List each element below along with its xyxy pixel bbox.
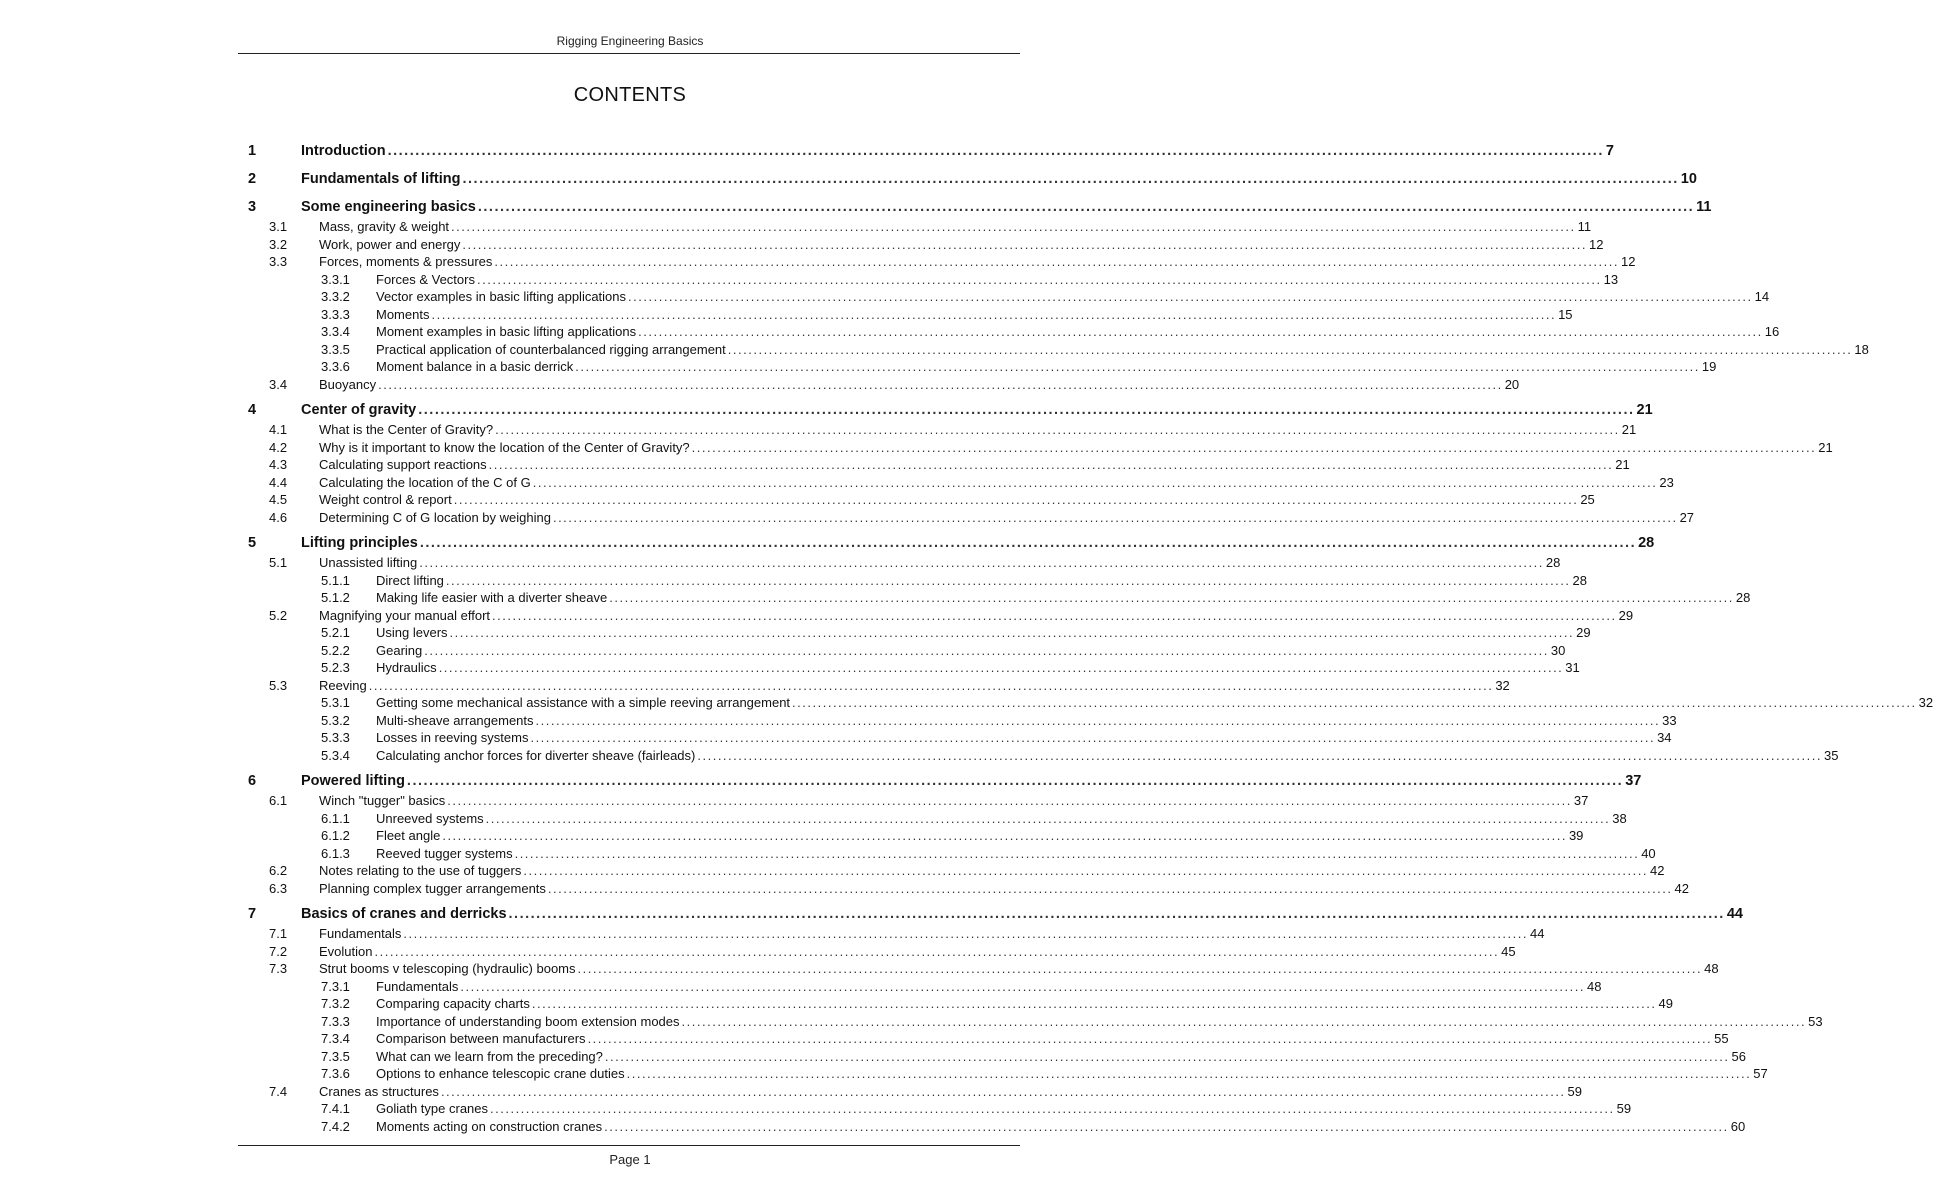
toc-dot-leader: ............................................................................................................................................................................................................................ [604,1048,1730,1064]
toc-dot-leader: ............................................................................................................................................................................................................................ [531,996,1657,1011]
toc-entry-page: 11 [1577,219,1592,234]
toc-dot-leader: ............................................................................................................................................................................................................................ [697,747,1822,763]
toc-entry-number: 4.5 [269,492,288,507]
toc-dot-leader: ............................................................................................................................................................................................................................ [419,555,1544,570]
toc-entry-number: 6.2 [269,863,288,878]
toc-entry-number: 6.1.3 [321,845,350,861]
toc-entry-number: 4.1 [269,422,288,437]
toc-entry[interactable] [248,171,1697,191]
toc-entry-number: 5.2.1 [321,625,350,640]
toc-entry-title: Weight control & report [319,492,452,507]
toc-entry-page: 11 [1696,199,1712,215]
toc-entry-number: 7.2 [269,943,288,959]
toc-entry-number: 7.3.4 [321,1031,350,1046]
toc-entry-number: 3.3.3 [321,306,350,322]
toc-entry-number: 4.4 [269,474,288,490]
toc-entry[interactable] [248,712,1677,731]
toc-entry-title: Getting some mechanical assistance with a simple reeving arrangement [376,695,791,710]
toc-entry-title: Introduction [301,143,386,159]
toc-entry-title: Fundamentals of lifting [301,171,461,187]
toc-entry-page: 27 [1679,509,1695,525]
toc-entry-number: 3.3.4 [321,324,350,339]
toc-entry-title: Hydraulics [376,660,437,675]
toc-entry-title: Losses in reeving systems [376,730,529,745]
toc-entry-number: 5.1 [269,555,288,570]
toc-entry-number: 7.1 [269,926,288,941]
toc-entry-page: 34 [1657,730,1672,745]
toc-entry-number: 3.2 [269,236,288,252]
toc-entry-number: 7.3.1 [321,978,350,994]
toc-entry-number: 5.2.2 [321,642,350,658]
toc-dot-leader: ............................................................................................................................................................................................................................ [447,793,1572,808]
toc-entry[interactable] [248,625,1591,643]
toc-entry-number: 5.2 [269,607,288,623]
toc-entry[interactable] [248,880,1689,899]
toc-dot-leader: ............................................................................................................................................................................................................................ [451,219,1576,234]
toc-entry-number: 7.3 [269,961,288,976]
toc-entry-page: 21 [1636,402,1653,418]
toc-entry-number: 4.3 [269,457,288,472]
toc-entry-number: 7.3.6 [321,1066,350,1081]
toc-dot-leader: ............................................................................................................................................................................................................................ [577,961,1703,976]
toc-entry-title: Comparison between manufacturers [376,1031,586,1046]
toc-entry[interactable] [248,492,1595,510]
toc-entry[interactable] [248,402,1653,422]
toc-entry-title: Center of gravity [301,402,417,418]
toc-entry-title: Goliath type cranes [376,1101,489,1116]
toc-entry-title: Winch "tugger" basics [319,793,446,808]
toc-entry-number: 6.3 [269,880,288,896]
toc-entry-page: 48 [1704,961,1719,976]
toc-entry[interactable] [248,677,1510,696]
toc-entry[interactable] [248,961,1719,979]
toc-dot-leader: ............................................................................................................................................................................................................................ [681,1013,1807,1029]
toc-entry[interactable] [248,306,1573,325]
toc-entry-number: 7.4.1 [321,1101,350,1116]
toc-dot-leader: ............................................................................................................................................................................................................................ [368,677,1494,693]
toc-entry-page: 30 [1550,642,1566,658]
toc-entry[interactable] [248,590,1751,608]
toc-entry[interactable] [248,555,1561,573]
toc-entry-title: Fundamentals [319,926,402,941]
toc-entry-title: Unreeved systems [376,810,484,826]
toc-entry-number: 6.1 [269,793,288,808]
toc-dot-leader: ............................................................................................................................................................................................................................ [438,660,1564,675]
toc-entry[interactable] [248,863,1665,881]
toc-entry-number: 5.3.2 [321,712,350,728]
toc-entry-title: Buoyancy [319,376,377,392]
toc-entry-page: 21 [1621,422,1637,437]
toc-entry[interactable] [248,996,1673,1014]
running-header: Rigging Engineering Basics [556,34,704,48]
toc-entry-page: 19 [1701,359,1717,374]
toc-entry-number: 3.3.1 [321,271,350,287]
toc-entry-title: Notes relating to the use of tuggers [319,863,522,878]
toc-entry[interactable] [248,359,1717,377]
toc-dot-leader: ............................................................................................................................................................................................................................ [477,199,1695,215]
toc-entry-page: 44 [1530,926,1545,941]
toc-dot-leader: ............................................................................................................................................................................................................................ [604,1118,1729,1134]
toc-entry-number: 4 [248,402,257,418]
toc-entry[interactable] [248,978,1602,997]
toc-entry-page: 55 [1714,1031,1729,1046]
toc-entry-title: What can we learn from the preceding? [376,1048,603,1064]
toc-entry[interactable] [248,236,1604,255]
toc-dot-leader: ............................................................................................................................................................................................................................ [691,439,1817,455]
toc-entry[interactable] [248,341,1869,360]
toc-entry[interactable] [248,943,1516,962]
toc-entry-page: 7 [1605,143,1614,159]
toc-entry[interactable] [248,474,1674,493]
toc-entry-number: 7.4 [269,1083,288,1099]
toc-entry-number: 1 [248,143,257,159]
toc-entry[interactable] [248,660,1580,678]
toc-entry-page: 14 [1754,289,1770,304]
toc-entry[interactable] [248,219,1592,237]
toc-dot-leader: ............................................................................................................................................................................................................................ [387,143,1604,159]
toc-entry[interactable] [248,457,1630,475]
toc-entry[interactable] [248,747,1839,766]
toc-entry-number: 5.3.4 [321,747,350,763]
toc-entry-title: Magnifying your manual effort [319,607,491,623]
toc-entry[interactable] [248,906,1743,926]
toc-entry-page: 53 [1808,1013,1823,1029]
toc-entry[interactable] [248,289,1770,307]
toc-dot-leader: ............................................................................................................................................................................................................................ [445,572,1571,588]
toc-entry-page: 16 [1764,324,1780,339]
toc-entry-title: Importance of understanding boom extension modes [376,1013,680,1029]
toc-entry-number: 5.2.3 [321,660,350,675]
toc-dot-leader: ............................................................................................................................................................................................................................ [530,730,1656,745]
toc-dot-leader: ............................................................................................................................................................................................................................ [424,642,1549,658]
toc-entry-page: 35 [1823,747,1839,763]
toc-entry-page: 40 [1641,845,1656,861]
toc-entry[interactable] [248,376,1520,395]
toc-dot-leader: ............................................................................................................................................................................................................................ [626,1066,1752,1081]
toc-entry-page: 29 [1576,625,1591,640]
toc-entry-page: 59 [1567,1083,1583,1099]
toc-entry-page: 21 [1818,439,1833,455]
toc-entry-title: Moments acting on construction cranes [376,1118,603,1134]
toc-entry-title: Forces & Vectors [376,271,475,287]
toc-entry-title: Fleet angle [376,828,441,843]
toc-dot-leader: ............................................................................................................................................................................................................................ [449,625,1575,640]
toc-entry-number: 7.3.5 [321,1048,350,1064]
toc-entry-page: 39 [1568,828,1584,843]
toc-entry[interactable] [248,1013,1823,1032]
page-number-footer: Page 1 [609,1152,651,1167]
toc-entry-page: 28 [1572,572,1587,588]
toc-entry-page: 37 [1625,773,1642,789]
toc-dot-leader: ............................................................................................................................................................................................................................ [628,289,1753,304]
toc-entry-page: 33 [1662,712,1677,728]
toc-entry[interactable] [248,730,1672,748]
toc-entry-title: Moment examples in basic lifting applications [376,324,637,339]
toc-entry-number: 6 [248,773,257,789]
toc-entry-page: 38 [1612,810,1627,826]
toc-dot-leader: ............................................................................................................................................................................................................................ [431,306,1557,322]
toc-dot-leader: ............................................................................................................................................................................................................................ [638,324,1763,339]
toc-entry-number: 5 [248,535,257,551]
toc-entry-page: 20 [1504,376,1520,392]
toc-entry-number: 2 [248,171,257,187]
toc-entry[interactable] [248,1101,1632,1119]
toc-dot-leader: ............................................................................................................................................................................................................................ [476,271,1602,287]
toc-entry-title: Making life easier with a diverter sheave [376,590,608,605]
toc-dot-leader: ............................................................................................................................................................................................................................ [378,376,1503,392]
toc-entry-page: 45 [1501,943,1516,959]
toc-entry-title: Cranes as structures [319,1083,439,1099]
toc-entry-number: 5.3.1 [321,695,350,710]
toc-entry[interactable] [248,572,1587,591]
toc-entry-number: 7.4.2 [321,1118,350,1134]
toc-dot-leader: ............................................................................................................................................................................................................................ [514,845,1640,861]
toc-entry-number: 3.3.2 [321,289,350,304]
toc-entry-page: 29 [1618,607,1634,623]
toc-dot-leader: ............................................................................................................................................................................................................................ [374,943,1500,959]
toc-entry-number: 5.3.3 [321,730,350,745]
toc-entry-title: Evolution [319,943,373,959]
toc-dot-leader: ............................................................................................................................................................................................................................ [403,926,1528,941]
toc-entry-number: 7.3.2 [321,996,350,1011]
toc-entry-title: Practical application of counterbalanced rigging arrangement [376,341,726,357]
toc-entry-page: 32 [1918,695,1933,710]
toc-entry-number: 3.4 [269,376,288,392]
toc-entry-title: Moment balance in a basic derrick [376,359,574,374]
toc-entry-title: Comparing capacity charts [376,996,530,1011]
toc-entry-title: Calculating support reactions [319,457,487,472]
toc-entry[interactable] [248,926,1545,944]
toc-dot-leader: ............................................................................................................................................................................................................................ [453,492,1579,507]
toc-dot-leader: ............................................................................................................................................................................................................................ [792,695,1917,710]
toc-entry-number: 5.3 [269,677,288,693]
toc-entry[interactable] [248,1118,1746,1137]
toc-entry-title: Planning complex tugger arrangements [319,880,546,896]
toc-entry-number: 3.3.5 [321,341,350,357]
toc-entry[interactable] [248,199,1712,219]
toc-dot-leader: ............................................................................................................................................................................................................................ [460,978,1585,994]
toc-entry-page: 21 [1615,457,1630,472]
toc-entry-page: 25 [1580,492,1595,507]
toc-entry-page: 31 [1565,660,1580,675]
toc-entry-page: 57 [1753,1066,1768,1081]
toc-entry-page: 12 [1589,236,1604,252]
toc-dot-leader: ............................................................................................................................................................................................................................ [442,828,1567,843]
toc-entry-number: 7.3.3 [321,1013,350,1029]
toc-entry-page: 32 [1495,677,1510,693]
toc-dot-leader: ............................................................................................................................................................................................................................ [547,880,1673,896]
toc-entry-title: Lifting principles [301,535,418,551]
toc-dot-leader: ............................................................................................................................................................................................................................ [508,906,1725,922]
toc-dot-leader: ............................................................................................................................................................................................................................ [406,773,1624,789]
table-of-contents [248,143,1933,1136]
toc-entry-page: 37 [1573,793,1589,808]
toc-entry[interactable] [248,607,1634,626]
toc-entry-page: 42 [1649,863,1665,878]
toc-entry[interactable] [248,695,1933,713]
toc-dot-leader: ............................................................................................................................................................................................................................ [462,171,1679,187]
toc-entry-number: 3 [248,199,257,215]
toc-entry-page: 18 [1854,341,1869,357]
toc-entry[interactable] [248,271,1619,290]
toc-entry-number: 6.1.2 [321,828,350,843]
toc-dot-leader: ............................................................................................................................................................................................................................ [490,1101,1615,1116]
toc-entry-number: 5.1.1 [321,572,350,588]
toc-entry-page: 49 [1658,996,1673,1011]
toc-entry-title: What is the Center of Gravity? [319,422,494,437]
toc-entry-number: 3.1 [269,219,288,234]
toc-entry[interactable] [248,810,1627,829]
toc-entry-title: Moments [376,306,430,322]
toc-entry[interactable] [248,828,1584,846]
toc-dot-leader: ............................................................................................................................................................................................................................ [523,863,1648,878]
toc-entry-page: 28 [1638,535,1655,551]
toc-entry[interactable] [248,642,1566,661]
footer-rule [238,1145,1020,1146]
toc-entry[interactable] [248,793,1589,811]
toc-dot-leader: ............................................................................................................................................................................................................................ [488,457,1614,472]
toc-entry-title: Determining C of G location by weighing [319,509,551,525]
toc-dot-leader: ............................................................................................................................................................................................................................ [495,422,1620,437]
toc-entry-number: 4.2 [269,439,288,455]
toc-entry-title: Reeved tugger systems [376,845,513,861]
toc-entry-title: Using levers [376,625,448,640]
toc-dot-leader: ............................................................................................................................................................................................................................ [575,359,1700,374]
toc-entry-title: Mass, gravity & weight [319,219,450,234]
toc-entry-page: 48 [1587,978,1602,994]
toc-entry-page: 10 [1680,171,1697,187]
toc-entry[interactable] [248,535,1655,555]
toc-entry-title: Powered lifting [301,773,405,789]
toc-entry[interactable] [248,254,1636,272]
toc-entry-title: Unassisted lifting [319,555,418,570]
toc-dot-leader: ............................................................................................................................................................................................................................ [532,474,1658,490]
toc-entry-page: 60 [1730,1118,1746,1134]
toc-dot-leader: ............................................................................................................................................................................................................................ [485,810,1611,826]
toc-entry-page: 23 [1659,474,1674,490]
toc-entry[interactable] [248,1048,1746,1067]
page-title: CONTENTS [573,84,687,106]
toc-dot-leader: ............................................................................................................................................................................................................................ [609,590,1734,605]
toc-entry-page: 13 [1603,271,1619,287]
toc-entry-title: Gearing [376,642,423,658]
toc-entry[interactable] [248,422,1637,440]
toc-dot-leader: ............................................................................................................................................................................................................................ [418,402,1635,418]
toc-entry-title: Basics of cranes and derricks [301,906,507,922]
toc-entry-title: Direct lifting [376,572,444,588]
toc-entry-title: Calculating anchor forces for diverter sheave (fairleads) [376,747,696,763]
toc-entry[interactable] [248,1031,1729,1049]
toc-entry-title: Calculating the location of the C of G [319,474,531,490]
toc-dot-leader: ............................................................................................................................................................................................................................ [462,236,1587,252]
toc-entry-page: 56 [1731,1048,1746,1064]
toc-entry-page: 15 [1558,306,1573,322]
toc-entry-number: 5.1.2 [321,590,350,605]
toc-entry-title: Reeving [319,677,367,693]
toc-dot-leader: ............................................................................................................................................................................................................................ [552,509,1678,525]
toc-entry-page: 28 [1735,590,1751,605]
toc-entry-title: Fundamentals [376,978,459,994]
toc-entry-title: Why is it important to know the location of the Center of Gravity? [319,439,690,455]
toc-dot-leader: ............................................................................................................................................................................................................................ [494,254,1619,269]
toc-entry-title: Options to enhance telescopic crane duties [376,1066,625,1081]
toc-entry-page: 28 [1545,555,1561,570]
toc-entry[interactable] [248,509,1695,528]
toc-entry[interactable] [248,143,1614,163]
toc-dot-leader: ............................................................................................................................................................................................................................ [492,607,1617,623]
toc-entry[interactable] [248,845,1656,864]
toc-entry-number: 3.3 [269,254,288,269]
toc-entry-title: Multi-sheave arrangements [376,712,534,728]
toc-entry-number: 4.6 [269,509,288,525]
toc-entry-title: Vector examples in basic lifting applications [376,289,627,304]
toc-entry[interactable] [248,1083,1583,1102]
toc-entry-title: Forces, moments & pressures [319,254,493,269]
toc-entry[interactable] [248,773,1642,793]
toc-entry-number: 6.1.1 [321,810,350,826]
toc-dot-leader: ............................................................................................................................................................................................................................ [727,341,1853,357]
toc-entry-title: Strut booms v telescoping (hydraulic) booms [319,961,576,976]
toc-entry-number: 3.3.6 [321,359,350,374]
toc-entry-title: Some engineering basics [301,199,476,215]
toc-entry[interactable] [248,324,1780,342]
toc-entry-number: 7 [248,906,257,922]
toc-dot-leader: ............................................................................................................................................................................................................................ [419,535,1637,551]
toc-entry-title: Work, power and energy [319,236,461,252]
toc-entry-page: 12 [1621,254,1636,269]
toc-dot-leader: ............................................................................................................................................................................................................................ [535,712,1661,728]
toc-entry-page: 59 [1616,1101,1632,1116]
toc-entry[interactable] [248,439,1833,458]
header-rule [238,53,1020,54]
toc-entry-page: 44 [1726,906,1743,922]
toc-entry-page: 42 [1674,880,1689,896]
toc-dot-leader: ............................................................................................................................................................................................................................ [587,1031,1713,1046]
toc-dot-leader: ............................................................................................................................................................................................................................ [440,1083,1566,1099]
toc-entry[interactable] [248,1066,1768,1084]
